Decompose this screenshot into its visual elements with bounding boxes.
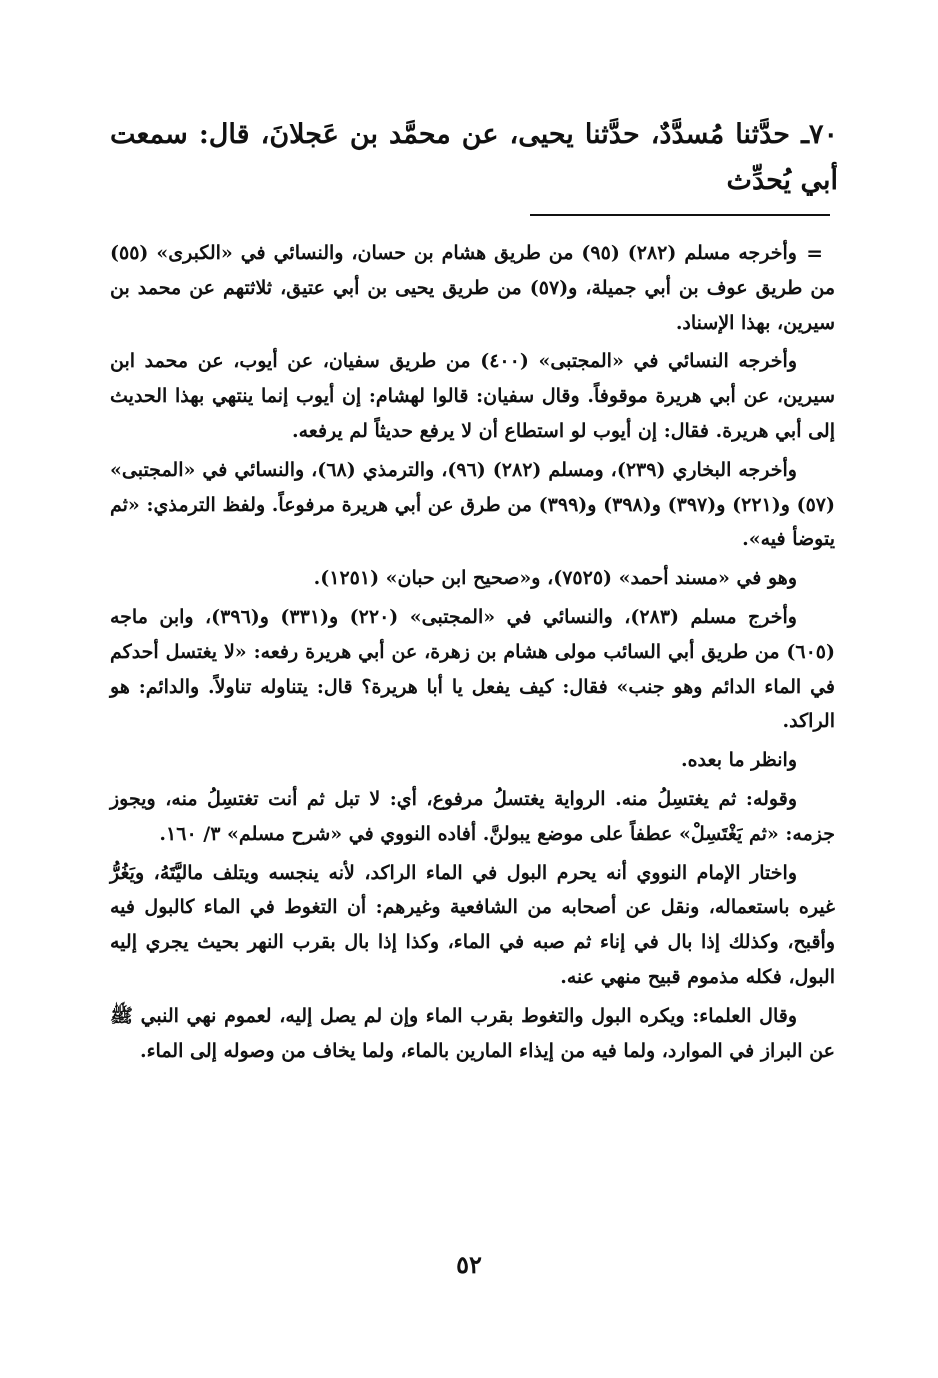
hadith-text: ٧٠ـ حدَّثنا مُسدَّدٌ، حدَّثنا يحيى، عن محمَّد بن عَجلانَ، قال: سمعت أبي يُحدِّث <box>110 119 838 196</box>
footnote-paragraph: وقوله: ثم يغتسِلُ منه. الرواية يغتسلُ مرفوع، أي: لا تبل ثم أنت تغتسِلُ منه، ويجوز جزمه: «ثم يَغْتَسِلْ» عطفاً على موضع يبولنَّ. أفاده النووي في «شرح مسلم» ٣/ ١٦٠. <box>110 787 835 845</box>
footnote-paragraph: وهو في «مسند أحمد» (٧٥٢٥)، و«صحيح ابن حبان» (١٢٥١). <box>313 567 797 590</box>
continuation-marker: = <box>806 241 823 265</box>
footnote-paragraph: واختار الإمام النووي أنه يحرم البول في الماء الراكد، لأنه ينجسه ويتلف ماليَّتَهُ، ويَغُرُّ غيره باستعماله، ونقل عن أصحابه من الشافعية وغيرهم: أن التغوط في الماء كالبول فيه وأقبح، وكذلك إذا بال في إناء ثم صبه في الماء، وكذا إذا بال بقرب النهر بحيث يجري إليه البول، فكله مذموم قبيح منهي عنه. <box>110 861 835 988</box>
footnote-paragraph: وأخرج مسلم (٢٨٣)، والنسائي في «المجتبى» (٢٢٠) و(٣٣١) و(٣٩٦)، وابن ماجه (٦٠٥) من طريق أبي السائب مولى هشام بن زهرة، عن أبي هريرة رفعه: «لا يغتسل أحدكم في الماء الدائم وهو جنب» فقال: كيف يفعل يا أبا هريرة؟ قال: يتناوله تناولاً. والدائم: هو الراكد. <box>110 605 835 733</box>
page-number: ٥٢ <box>456 1250 482 1279</box>
footnote-paragraph: وأخرجه البخاري (٢٣٩)، ومسلم (٢٨٢) (٩٦)، والترمذي (٦٨)، والنسائي في «المجتبى» (٥٧) و(٢٢١) و(٣٩٧) و(٣٩٨) و(٣٩٩) من طرق عن أبي هريرة مرفوعاً. ولفظ الترمذي: «ثم يتوضأ فيه». <box>110 458 836 551</box>
footnote-text: وأخرجه مسلم (٢٨٢) (٩٥) من طريق هشام بن حسان، والنسائي في «الكبرى» (٥٥) من طريق عوف بن أبي جميلة، و(٥٧) من طريق يحيى بن أبي عتيق، ثلاثتهم عن محمد بن سيرين، بهذا الإسناد. <box>110 242 836 334</box>
footnotes <box>110 236 835 1072</box>
footnote-paragraph <box>110 236 835 340</box>
footnote-paragraph: وانظر ما بعده. <box>680 749 797 772</box>
footnote-paragraph: وقال العلماء: ويكره البول والتغوط بقرب الماء وإن لم يصل إليه، لعموم نهي النبي ﷺ عن البراز في الموارد، ولما فيه من إيذاء المارين بالماء، ولما يخاف من وصوله إلى الماء. <box>110 1004 835 1062</box>
footnote-paragraph: وأخرجه النسائي في «المجتبى» (٤٠٠) من طريق سفيان، عن أيوب، عن محمد ابن سيرين، عن أبي هريرة موقوفاً. وقال سفيان: قالوا لهشام: إن أيوب إنما ينتهي بهذا الحديث إلى أبي هريرة. فقال: إن أيوب لو استطاع أن لا يرفع حديثاً لم يرفعه. <box>110 350 835 442</box>
footnote-separator <box>530 214 830 216</box>
